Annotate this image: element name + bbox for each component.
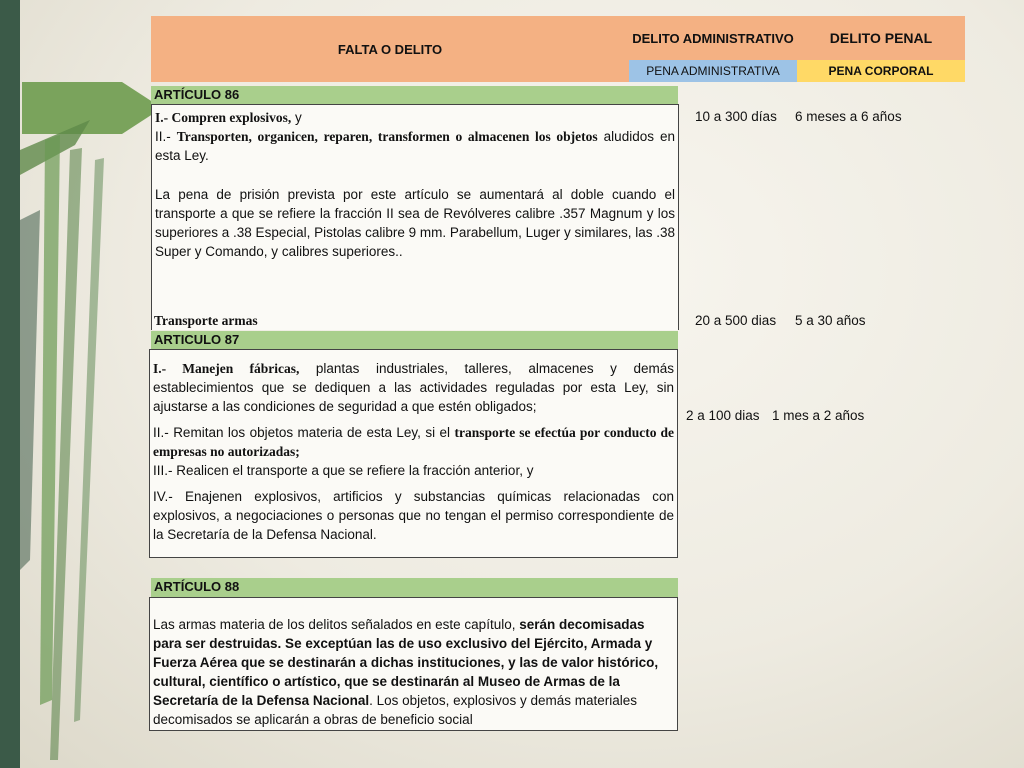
art87-fraction-ii bbox=[153, 423, 674, 461]
art87-iii-prefix: III.- bbox=[153, 463, 177, 478]
article-88-title: ARTÍCULO 88 bbox=[151, 578, 678, 597]
art87-fraction-iii bbox=[153, 461, 674, 480]
art86-pena-admin-1: 10 a 300 días bbox=[695, 109, 777, 124]
art86-ii-prefix: II.- bbox=[155, 129, 177, 144]
art87-ii-bold: transporte se efectúa por conducto de empresas no autorizadas; bbox=[153, 425, 674, 459]
art88-text-1: Las armas materia de los delitos señalados en este capítulo, bbox=[153, 617, 520, 632]
art87-i-bold: I.- Manejen fábricas, bbox=[153, 361, 300, 376]
article-88-content bbox=[149, 597, 678, 731]
subheader-pena-corporal: PENA CORPORAL bbox=[797, 60, 965, 82]
art87-fraction-iv bbox=[153, 487, 674, 544]
arrow-shape bbox=[22, 82, 162, 134]
art88-bold: serán decomisadas para ser destruidas. Se exceptúan las de uso exclusivo del Ejército, Armada y Fuerza Aérea que se destinarán a dichas instituciones, y las de valor histórico, cultural, científico o artístico, que se destinarán al Museo de Armas de la Secretaría de la Defensa Nacional bbox=[153, 617, 659, 708]
art87-iv-prefix: IV.- bbox=[153, 489, 185, 504]
art86-ii-bold: Transporten, organicen, reparen, transformen o almacenen los objetos bbox=[176, 129, 598, 144]
art87-fraction-i bbox=[153, 359, 674, 416]
article-87-content bbox=[149, 349, 678, 558]
art86-i-bold: I.- Compren explosivos, bbox=[155, 110, 292, 125]
art87-pena-admin: 2 a 100 dias bbox=[686, 408, 760, 423]
art86-paragraph: La pena de prisión prevista por este artículo se aumentará al doble cuando el transporte a que se refiere la fracción II sea de Revólveres calibre .357 Magnum y los superiores a .38 Especial, Pistolas calibre 9 mm. Parabellum, Luger y similares, las .38 Super y Comando, y calibres superiores.. bbox=[155, 187, 675, 259]
header-delito-administrativo: DELITO ADMINISTRATIVO bbox=[629, 16, 797, 60]
subheader-pena-administrativa: PENA ADMINISTRATIVA bbox=[629, 60, 797, 82]
arrow-shape bbox=[74, 158, 104, 722]
art87-ii-text: Remitan los objetos materia de esta Ley, si el bbox=[173, 425, 455, 440]
art86-pena-corporal-2: 5 a 30 años bbox=[795, 313, 866, 328]
article-86-content bbox=[151, 104, 679, 330]
art86-i-rest: y bbox=[291, 110, 302, 125]
art86-transporte-armas: Transporte armas bbox=[154, 313, 258, 328]
art87-ii-prefix: II.- bbox=[153, 425, 174, 440]
art86-fraction-ii bbox=[155, 127, 675, 165]
arrow-shape bbox=[20, 210, 40, 570]
art86-fraction-i bbox=[155, 108, 675, 127]
art86-pena-admin-2: 20 a 500 dias bbox=[695, 313, 777, 328]
header-delito-penal: DELITO PENAL bbox=[797, 16, 965, 60]
art87-iv-text: Enajenen explosivos, artificios y substancias químicas relacionadas con explosivos, a negociaciones o personas que no tengan el permiso correspondiente de la Secretaría de la Defensa Nacional. bbox=[153, 489, 674, 542]
art88-paragraph bbox=[153, 615, 674, 729]
header-falta-o-delito: FALTA O DELITO bbox=[151, 16, 629, 82]
art87-iii-text: Realicen el transporte a que se refiere la fracción anterior, y bbox=[176, 463, 534, 478]
art86-ii-rest: aludidos en esta Ley. bbox=[155, 129, 676, 163]
art86-pena-corporal-1: 6 meses a 6 años bbox=[795, 109, 902, 124]
art88-text-2: . Los objetos, explosivos y demás materiales decomisados se aplicarán a obras de beneficio social bbox=[153, 693, 637, 727]
article-86-title: ARTÍCULO 86 bbox=[151, 86, 678, 104]
article-87-title: ARTICULO 87 bbox=[151, 331, 678, 349]
art87-i-rest: plantas industriales, talleres, almacenes y demás establecimientos que se dediquen a las actividades reguladas por esta Ley, sin ajustarse a las condiciones de seguridad a que estén obligados; bbox=[153, 361, 674, 414]
art87-pena-corporal: 1 mes a 2 años bbox=[772, 408, 865, 423]
